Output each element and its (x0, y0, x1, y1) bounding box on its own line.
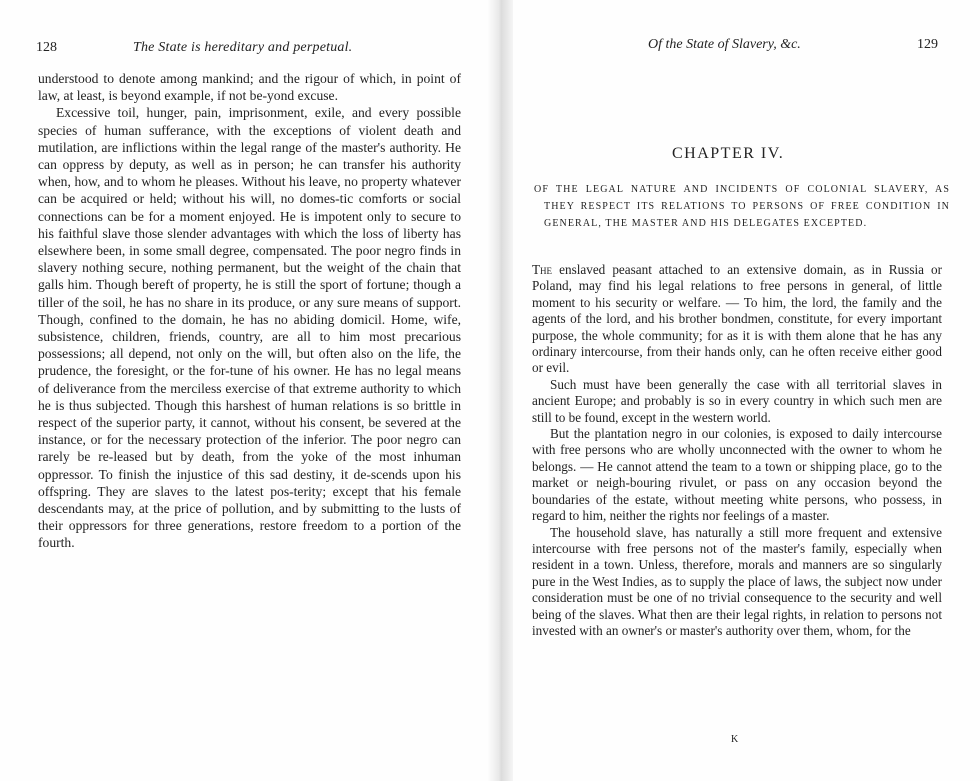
paragraph (532, 262, 942, 377)
paragraph: But the plantation negro in our colonies, is exposed to daily intercourse with free persons who are wholly unconnected with the owner to whom he belongs. — He cannot attend the team to a town or shipping place, go to the market or neigh-bouring rivulet, or pass on any occasion beyond the boundaries of the estate, without meeting white persons, who possess, in regard to him, neither the rights nor feelings of a master. (532, 426, 942, 524)
right-running-head: Of the State of Slavery, &c. (648, 37, 801, 52)
paragraph: The household slave, has naturally a still more frequent and extensive intercourse with free persons not of the master's family, especially when resident in a town. Unless, therefore, morals and manners are so singularly pure in the West Indies, as to supply the place of laws, the subject now under consideration must be one of no trivial consequence to the security and well being of the slaves. What then are their legal rights, in relation to persons not invested with an owner's or master's authority over them, whom, for the (532, 524, 942, 638)
paragraph: understood to denote among mankind; and the rigour of which, in point of law, at least, is beyond example, if not be-yond excuse. (38, 71, 461, 104)
chapter-heading: CHAPTER IV. (672, 145, 785, 162)
right-page-body (532, 262, 942, 639)
paragraph: Excessive toil, hunger, pain, imprisonment, exile, and every possible species of human sufferance, with the exceptions of violent death and mutilation, are inflictions within the legal range of the master's authority. He can oppress by deputy, as well as in person; he can transfer his authority when, how, and to whom he pleases. Without his leave, no property whatever can be acquired or held; without his will, no domes-tic comforts or social connections can be for a moment enjoyed. He is impotent only to secure to his faithful slave those slender advantages with which the loss of liberty has elsewhere been, in some small degree, compensated. The poor negro finds in slavery nothing secure, nothing permanent, but the weight of the chain that galls him. Though bereft of property, he is still the sport of fortune; though a tiller of the soil, he has no share in its produce, or any sure means of support. Though, confined to the domain, he has no abiding domicil. Home, wife, subsistence, children, friends, country, are all to him most precarious possessions; all depend, not only on the will, but often also on the life, the prudence, the foresight, or the for-tune of his owner. He has no legal means of deliverance from the merciless exercise of that extreme authority to which he is thus subjected. Though this harshest of human relations is so brittle in respect of the superior party, it cannot, without his consent, be severed at the instance, or for the necessary protection of the inferior. The poor negro can rarely be re-leased but by death, from the yoke of the most inhuman oppressor. To finish the injustice of this sad destiny, it de-scends upon his offspring. They are slaves to the latest pos-terity; except that his female descendants may, at the price of pollution, and by submitting to the lusts of their oppressors for three generations, restore freedom to a portion of the fourth. (38, 105, 461, 551)
paragraph-text: enslaved peasant attached to an extensive domain, as in Russia or Poland, may find his legal relations to free persons in general, of little moment to his security or welfare. — To him, the lord, the family and the agents of the lord, and his brother bondmen, constitute, for every important purpose, the whole community; for as it is with them alone that he has any ordinary intercourse, from their hands only, can he often receive either good or evil. (532, 262, 943, 376)
signature-mark: K (731, 734, 740, 745)
left-page-number: 128 (36, 40, 57, 55)
chapter-subtitle: OF THE LEGAL NATURE AND INCIDENTS OF COLONIAL SLAVERY, AS THEY RESPECT ITS RELATIONS TO PERSONS OF FREE CONDITION IN GENERAL, THE MASTER AND HIS DELEGATES EXCEPTED. (534, 184, 950, 229)
right-page (510, 0, 980, 781)
left-page-body (38, 70, 461, 552)
right-page-number: 129 (917, 37, 938, 52)
left-running-head: The State is hereditary and perpetual. (133, 40, 353, 55)
opening-word: The (532, 262, 553, 277)
paragraph: Such must have been generally the case with all territorial slaves in ancient Europe; and probably is so in every country in which such men are still to be found, except in the western world. (532, 376, 942, 425)
